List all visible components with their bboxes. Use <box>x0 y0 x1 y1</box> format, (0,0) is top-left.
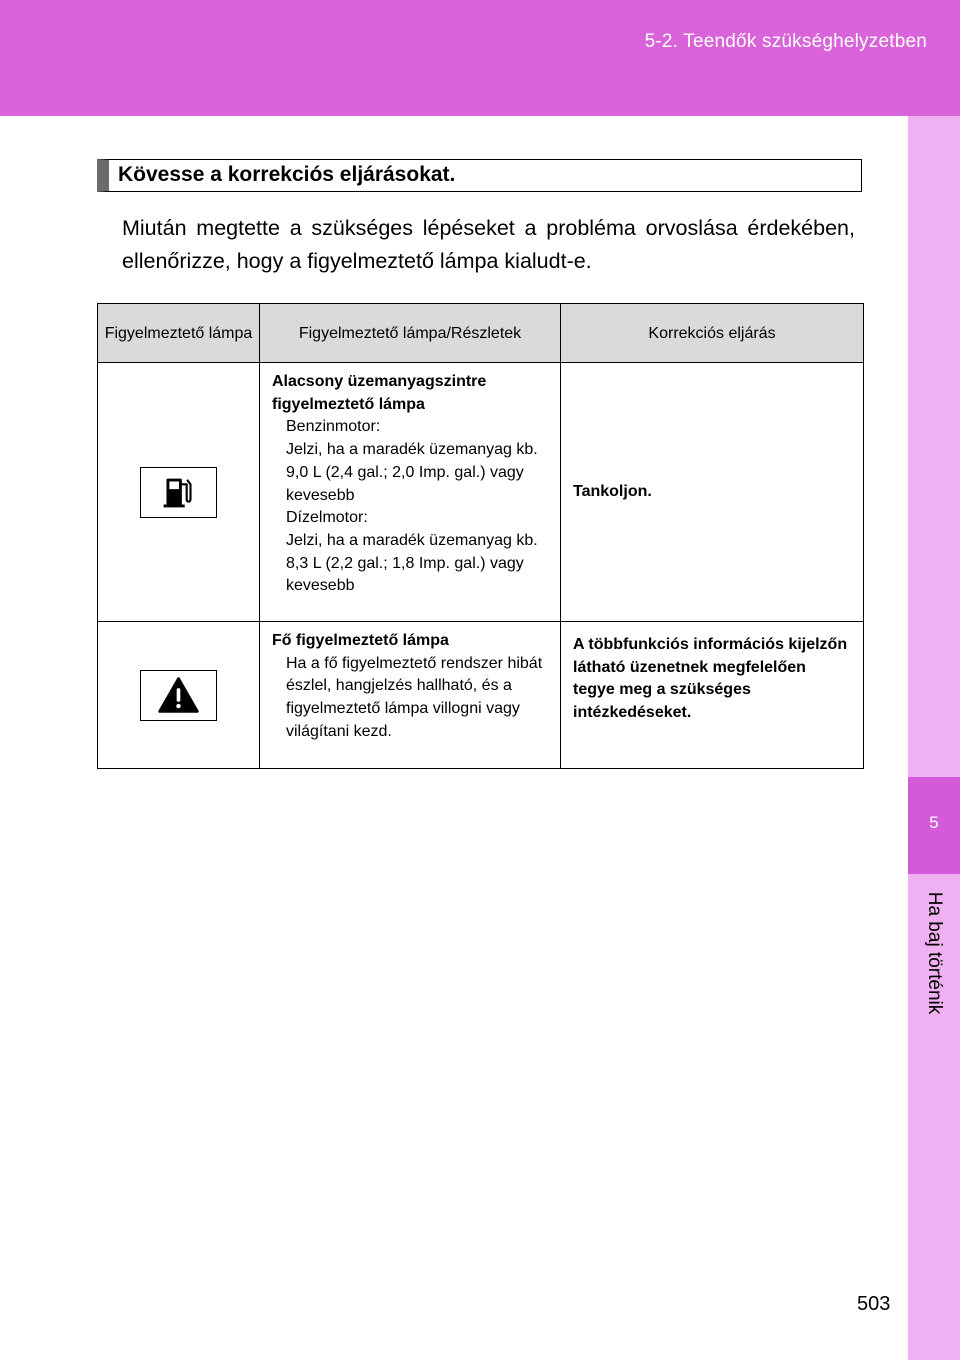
master-warning-icon <box>140 670 217 721</box>
detail-label: Benzinmotor: <box>286 418 381 436</box>
warning-lamp-table <box>97 303 864 769</box>
details-cell <box>260 363 561 622</box>
table-row <box>98 363 864 622</box>
column-header-details: Figyelmeztető lámpa/Részletek <box>260 304 561 363</box>
procedure-cell: Tankoljon. <box>561 363 864 622</box>
chapter-title: Ha baj történik <box>924 891 945 1015</box>
chapter-number-box <box>908 777 960 874</box>
detail-text: Ha a fő figyelmeztető rendszer hibát észlel, hangjelzés hallható, és a figyelmeztető lámpa villogni vagy világítani kezd. <box>286 654 543 740</box>
procedure-heading-box <box>97 159 862 192</box>
column-header-procedure: Korrekciós eljárás <box>561 304 864 363</box>
fuel-pump-icon <box>140 467 217 518</box>
table-header-row <box>98 304 864 363</box>
lamp-title: Fő figyelmeztető lámpa <box>272 632 449 649</box>
detail-text: Jelzi, ha a maradék üzemanyag kb. 9,0 L (2,4 gal.; 2,0 Imp. gal.) vagy kevesebb <box>286 441 538 504</box>
lamp-cell <box>98 622 260 769</box>
chapter-number: 5 <box>929 813 939 832</box>
details-cell <box>260 622 561 769</box>
intro-paragraph: Miután megtette a szükséges lépéseket a probléma orvoslása érdekében, ellenőrizze, hogy a figyelmeztető lámpa kialudt-e. <box>122 216 855 273</box>
header-band <box>0 0 960 116</box>
detail-text: Jelzi, ha a maradék üzemanyag kb. 8,3 L (2,2 gal.; 1,8 Imp. gal.) vagy kevesebb <box>286 531 538 595</box>
table-row <box>98 622 864 769</box>
column-header-lamp: Figyelmeztető lámpa <box>98 304 260 363</box>
page-number: 503 <box>857 1293 891 1315</box>
chapter-side-tab <box>908 116 960 1360</box>
procedure-heading: Kövesse a korrekciós eljárásokat. <box>118 163 456 186</box>
procedure-cell: A többfunkciós információs kijelzőn látható üzenetnek megfelelően tegye meg a szükséges intézkedéseket. <box>561 622 864 769</box>
detail-label: Dízelmotor: <box>286 509 368 527</box>
lamp-title: Alacsony üzemanyagszintre figyelmeztető lámpa <box>272 373 487 413</box>
section-title: 5-2. Teendők szükséghelyzetben <box>644 31 927 52</box>
lamp-cell <box>98 363 260 622</box>
